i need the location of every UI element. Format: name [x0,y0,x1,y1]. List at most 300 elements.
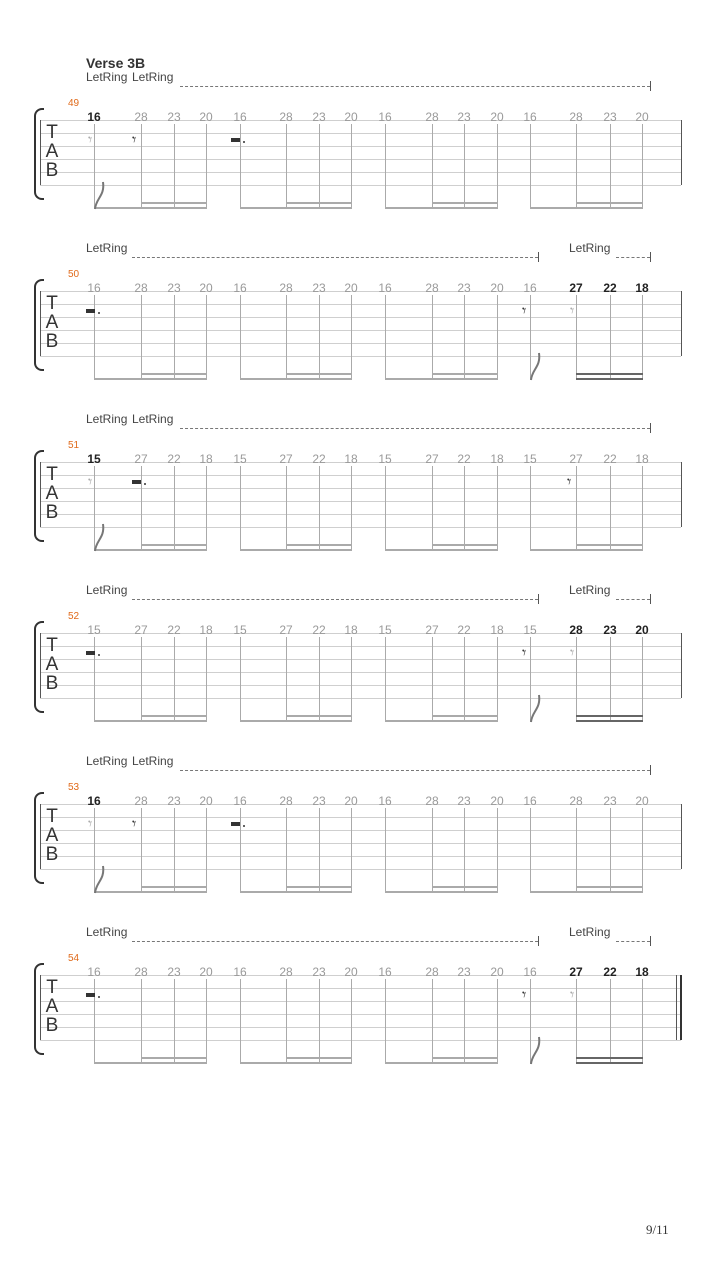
fret-number: 28 [569,110,583,124]
beam [240,720,352,722]
note-stem [497,295,498,380]
fret-number: 23 [457,110,471,124]
note-stem [174,124,175,209]
note-stem [432,466,433,551]
staff-line [40,646,681,647]
half-rest-icon [86,309,95,313]
let-ring-label: LetRing [86,241,128,255]
note-stem [464,466,465,551]
fret-number: 23 [457,794,471,808]
fret-number: 16 [523,794,537,808]
note-stem [206,637,207,722]
staff-line [40,317,681,318]
note-stem [94,295,95,380]
fret-number: 16 [87,110,101,124]
measure-number: 53 [68,782,80,793]
staff-line [40,698,681,699]
fret-number: 23 [603,623,617,637]
let-ring-label: LetRing [132,70,174,84]
note-stem [141,808,142,893]
tab-clef-letter: T [46,464,58,485]
staff-line [40,672,681,673]
beam [94,549,207,551]
tab-clef-letter: A [45,483,59,504]
let-ring-label: LetRing [86,925,128,939]
note-flag [94,864,108,894]
beam [432,373,498,375]
staff-line [40,685,681,686]
eighth-rest-icon: 𝄾 [132,130,137,149]
fret-number: 28 [134,110,148,124]
fret-number: 23 [167,281,181,295]
fret-number: 18 [344,623,358,637]
note-stem [206,466,207,551]
fret-number: 28 [425,281,439,295]
note-stem [319,637,320,722]
fret-number: 16 [378,965,392,979]
let-ring-dashes [180,770,650,771]
beam [385,891,498,893]
fret-number: 18 [344,452,358,466]
note-stem [141,124,142,209]
note-flag [94,522,108,552]
fret-number: 16 [378,794,392,808]
note-stem [141,466,142,551]
note-stem [351,637,352,722]
fret-number: 16 [87,281,101,295]
fret-number: 22 [603,452,617,466]
note-stem [576,295,577,380]
let-ring-end [650,423,651,433]
tab-clef-letter: B [45,160,59,181]
staff-line [40,356,681,357]
note-flag [530,1035,544,1065]
tab-system [0,583,720,733]
beam [530,549,643,551]
tab-clef-letter: B [45,844,59,865]
fret-number: 23 [603,110,617,124]
barline [681,633,682,698]
beam [576,886,643,888]
beam [141,886,207,888]
note-stem [464,295,465,380]
staff-line [40,869,681,870]
staff-line [40,488,681,489]
beam [432,544,498,546]
fret-number: 15 [523,623,537,637]
note-stem [642,979,643,1064]
fret-number: 27 [569,452,583,466]
fret-number: 23 [312,281,326,295]
staff-bracket [34,963,44,1055]
beam [432,886,498,888]
note-stem [351,295,352,380]
note-stem [464,637,465,722]
staff-line [40,843,681,844]
note-stem [642,295,643,380]
staff-line [40,988,681,989]
fret-number: 22 [457,452,471,466]
beam [576,378,643,380]
let-ring-label: LetRing [569,583,611,597]
staff-bracket [34,621,44,713]
barline [681,462,682,527]
note-stem [94,637,95,722]
note-stem [497,637,498,722]
fret-number: 27 [279,623,293,637]
fret-number: 20 [490,110,504,124]
tab-clef-letter: A [45,996,59,1017]
fret-number: 20 [344,965,358,979]
fret-number: 18 [490,452,504,466]
staff-bracket [34,108,44,200]
fret-number: 28 [425,110,439,124]
note-stem [432,979,433,1064]
measure-number: 52 [68,611,80,622]
fret-number: 20 [490,281,504,295]
beam [385,378,498,380]
let-ring-dashes [132,941,538,942]
eighth-rest-icon: 𝄾 [570,643,575,662]
note-stem [206,124,207,209]
note-stem [530,124,531,209]
staff-line [40,856,681,857]
beam [432,1057,498,1059]
staff-line [40,185,681,186]
tab-clef-letter: A [45,825,59,846]
let-ring-label: LetRing [569,925,611,939]
eighth-rest-icon: 𝄾 [88,472,93,491]
fret-number: 20 [344,281,358,295]
beam [94,891,207,893]
beam [576,373,643,375]
let-ring-dashes [616,941,650,942]
note-stem [286,637,287,722]
note-flag [94,180,108,210]
staff-line [40,475,681,476]
beam [576,1062,643,1064]
beam [530,891,643,893]
tab-clef-letter: A [45,141,59,162]
staff-line [40,659,681,660]
fret-number: 23 [312,965,326,979]
staff-line [40,527,681,528]
beam [240,207,352,209]
beam [141,715,207,717]
staff-line [40,159,681,160]
fret-number: 18 [635,281,649,295]
note-stem [240,295,241,380]
beam [240,891,352,893]
fret-number: 20 [635,623,649,637]
rest-dot [144,483,146,485]
let-ring-label: LetRing [86,754,128,768]
fret-number: 15 [233,452,247,466]
note-stem [432,124,433,209]
beam [576,1057,643,1059]
tab-clef-letter: T [46,806,58,827]
note-stem [319,124,320,209]
note-stem [432,637,433,722]
note-flag [530,351,544,381]
fret-number: 23 [457,281,471,295]
rest-dot [98,312,100,314]
note-stem [319,808,320,893]
note-flag [530,693,544,723]
eighth-rest-icon: 𝄾 [567,472,572,491]
note-stem [240,979,241,1064]
tab-clef-letter: T [46,293,58,314]
fret-number: 20 [490,794,504,808]
fret-number: 15 [378,452,392,466]
fret-number: 27 [134,623,148,637]
note-stem [385,466,386,551]
staff-line [40,1001,681,1002]
note-stem [642,466,643,551]
barline [40,462,41,527]
note-stem [319,466,320,551]
fret-number: 28 [425,794,439,808]
let-ring-end [650,81,651,91]
note-stem [642,637,643,722]
fret-number: 15 [87,452,101,466]
note-stem [141,295,142,380]
note-stem [286,124,287,209]
note-stem [385,808,386,893]
barline [681,804,682,869]
final-barline [676,975,677,1040]
fret-number: 20 [344,794,358,808]
fret-number: 18 [490,623,504,637]
tab-clef-letter: A [45,654,59,675]
note-stem [94,979,95,1064]
fret-number: 28 [279,281,293,295]
tab-clef-letter: A [45,312,59,333]
staff-line [40,330,681,331]
fret-number: 16 [87,965,101,979]
fret-number: 27 [569,281,583,295]
eighth-rest-icon: 𝄾 [88,130,93,149]
barline [40,120,41,185]
let-ring-end [650,936,651,946]
fret-number: 23 [167,965,181,979]
tab-system [0,754,720,904]
note-stem [240,808,241,893]
half-rest-icon [86,993,95,997]
fret-number: 27 [425,623,439,637]
note-stem [174,979,175,1064]
beam [576,544,643,546]
let-ring-label: LetRing [132,754,174,768]
staff-bracket [34,450,44,542]
beam [432,202,498,204]
note-stem [464,124,465,209]
fret-number: 22 [167,623,181,637]
fret-number: 16 [87,794,101,808]
tab-clef-letter: B [45,331,59,352]
note-stem [141,979,142,1064]
staff-bracket [34,279,44,371]
eighth-rest-icon: 𝄾 [88,814,93,833]
note-stem [240,466,241,551]
tab-clef-letter: T [46,122,58,143]
staff-line [40,501,681,502]
fret-number: 15 [233,623,247,637]
barline [40,975,41,1040]
note-stem [642,808,643,893]
eighth-rest-icon: 𝄾 [570,301,575,320]
beam [530,207,643,209]
fret-number: 22 [312,623,326,637]
let-ring-end [650,252,651,262]
note-stem [610,295,611,380]
staff-line [40,1014,681,1015]
let-ring-label: LetRing [132,412,174,426]
note-stem [351,979,352,1064]
half-rest-icon [132,480,141,484]
note-stem [319,979,320,1064]
let-ring-dashes [616,257,650,258]
fret-number: 27 [279,452,293,466]
note-stem [432,295,433,380]
fret-number: 27 [425,452,439,466]
staff-line [40,343,681,344]
staff-line [40,304,681,305]
staff-line [40,1040,681,1041]
beam [240,549,352,551]
let-ring-label: LetRing [86,583,128,597]
note-stem [576,466,577,551]
fret-number: 16 [378,281,392,295]
tab-system [0,925,720,1075]
beam [432,715,498,717]
fret-number: 27 [134,452,148,466]
fret-number: 28 [569,794,583,808]
fret-number: 22 [312,452,326,466]
note-stem [576,979,577,1064]
tab-system [0,241,720,391]
tab-clef-letter: B [45,1015,59,1036]
measure-number: 50 [68,269,80,280]
beam [94,720,207,722]
fret-number: 18 [199,623,213,637]
note-stem [174,808,175,893]
note-stem [576,637,577,722]
let-ring-end [538,936,539,946]
fret-number: 23 [167,794,181,808]
fret-number: 23 [312,110,326,124]
fret-number: 22 [603,965,617,979]
beam [286,715,352,717]
fret-number: 20 [635,110,649,124]
fret-number: 22 [167,452,181,466]
fret-number: 16 [233,110,247,124]
beam [385,720,498,722]
note-stem [610,979,611,1064]
let-ring-dashes [616,599,650,600]
eighth-rest-icon: 𝄾 [522,643,527,662]
let-ring-dashes [132,257,538,258]
barline [40,804,41,869]
note-stem [576,124,577,209]
fret-number: 20 [199,110,213,124]
beam [286,886,352,888]
beam [240,1062,352,1064]
note-stem [385,637,386,722]
fret-number: 16 [378,110,392,124]
fret-number: 28 [134,965,148,979]
fret-number: 28 [279,110,293,124]
note-stem [174,295,175,380]
fret-number: 20 [199,965,213,979]
tab-system [0,70,720,220]
tab-system [0,412,720,562]
tab-clef-letter: B [45,673,59,694]
let-ring-label: LetRing [569,241,611,255]
fret-number: 15 [87,623,101,637]
page-number: 9/11 [646,1222,669,1237]
final-barline [680,975,682,1040]
note-stem [464,808,465,893]
note-stem [286,295,287,380]
note-stem [610,124,611,209]
note-stem [174,637,175,722]
note-stem [206,979,207,1064]
eighth-rest-icon: 𝄾 [522,301,527,320]
let-ring-end [538,594,539,604]
fret-number: 28 [425,965,439,979]
fret-number: 16 [233,794,247,808]
fret-number: 23 [457,965,471,979]
note-stem [497,466,498,551]
let-ring-end [650,765,651,775]
tab-clef-letter: T [46,977,58,998]
tab-clef-letter: T [46,635,58,656]
fret-number: 20 [635,794,649,808]
note-stem [351,466,352,551]
fret-number: 18 [199,452,213,466]
fret-number: 15 [378,623,392,637]
note-stem [385,295,386,380]
fret-number: 28 [569,623,583,637]
measure-number: 51 [68,440,80,451]
eighth-rest-icon: 𝄾 [522,985,527,1004]
beam [286,544,352,546]
fret-number: 16 [523,965,537,979]
note-stem [286,808,287,893]
beam [576,202,643,204]
note-stem [432,808,433,893]
tab-clef-letter: B [45,502,59,523]
note-stem [497,808,498,893]
fret-number: 20 [344,110,358,124]
note-stem [319,295,320,380]
half-rest-icon [231,822,240,826]
rest-dot [98,996,100,998]
half-rest-icon [86,651,95,655]
fret-number: 18 [635,965,649,979]
fret-number: 20 [199,281,213,295]
staff-line [40,1027,681,1028]
fret-number: 23 [167,110,181,124]
note-stem [610,808,611,893]
fret-number: 20 [199,794,213,808]
beam [141,373,207,375]
note-stem [464,979,465,1064]
note-stem [141,637,142,722]
let-ring-dashes [180,86,650,87]
note-stem [206,295,207,380]
